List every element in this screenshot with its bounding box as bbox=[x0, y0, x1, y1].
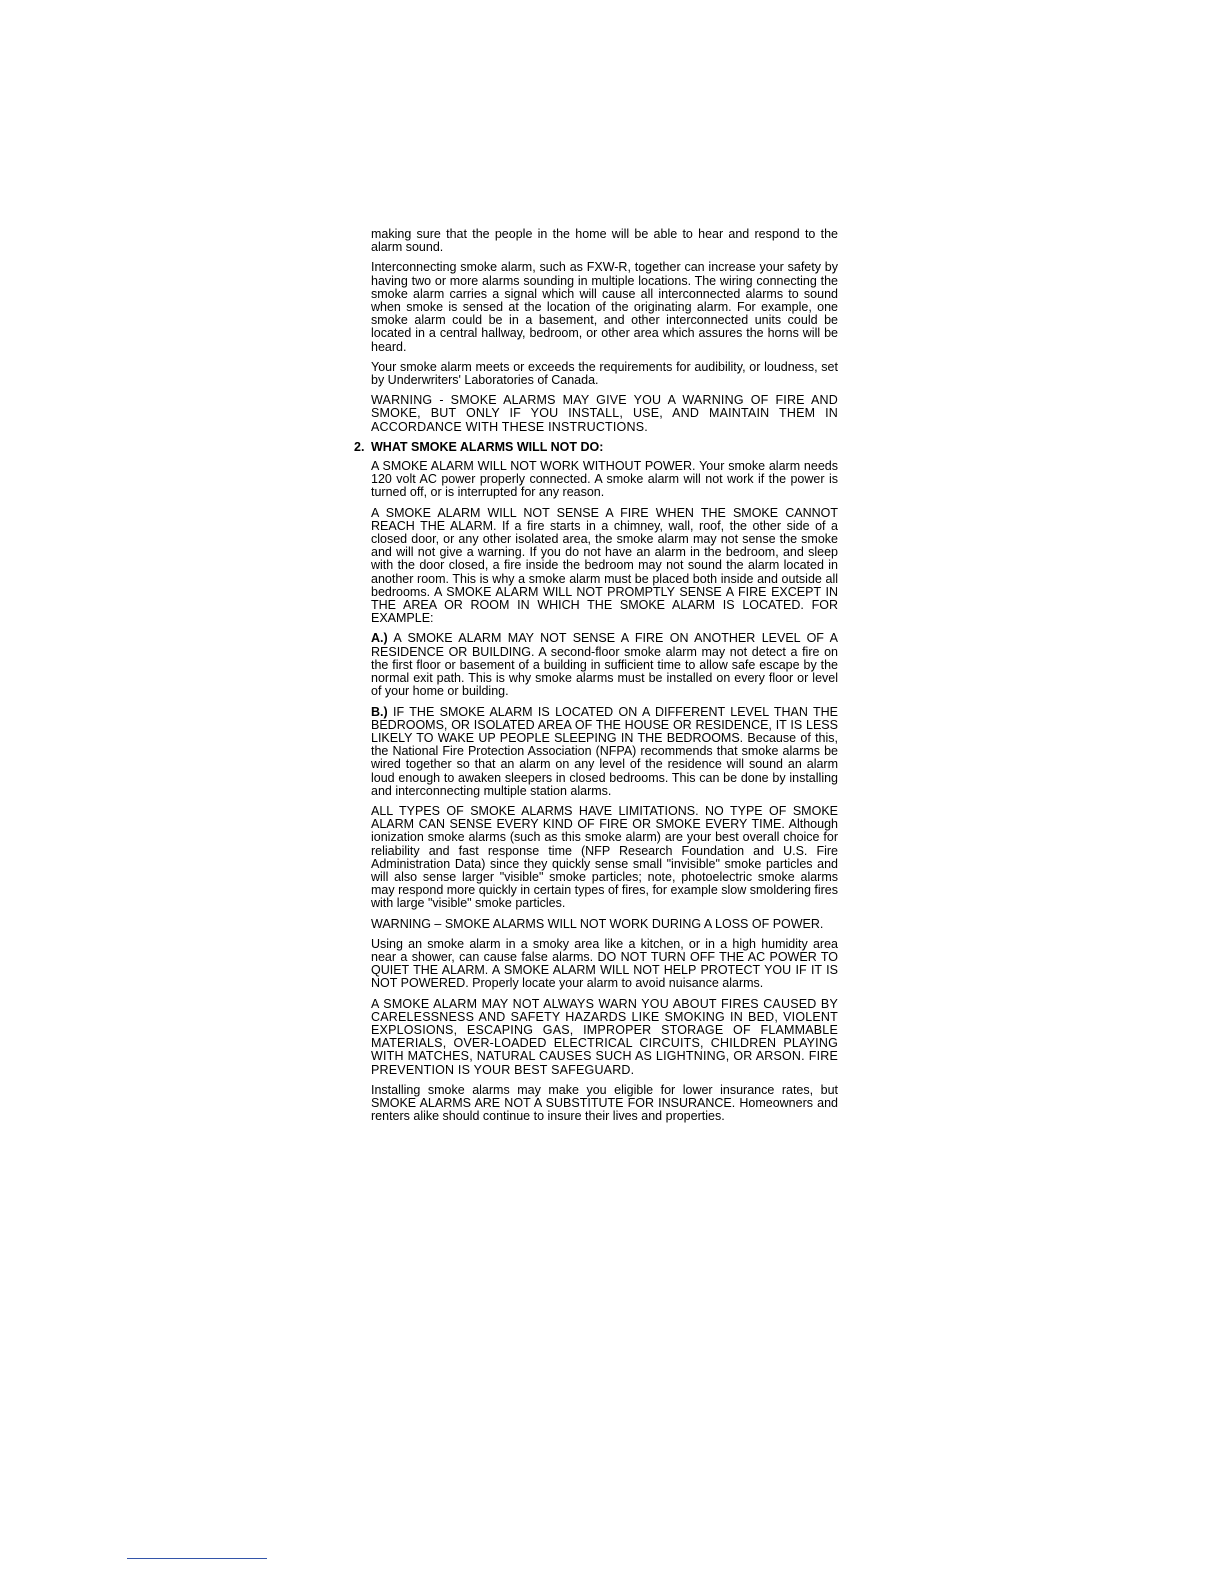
section-paragraph: A SMOKE ALARM WILL NOT WORK WITHOUT POWER. Your smoke alarm needs 120 volt AC power properly connected. A smoke alarm will not work if the power is turned off, or is interrupted for any reason. bbox=[371, 459, 838, 500]
insurance-paragraph: Installing smoke alarms may make you eligible for lower insurance rates, but SMOKE ALARMS ARE NOT A SUBSTITUTE FOR INSURANCE. Homeowners and renters alike should continue to insure their lives and properties. bbox=[371, 1082, 838, 1124]
example-a-label: A.) bbox=[371, 631, 388, 646]
intro-paragraph: Interconnecting smoke alarm, such as FXW-R, together can increase your safety by having two or more alarms sounding in multiple locations. The wiring connecting the smoke alarm carries a signal which will cause all interconnected alarms to sound when smoke is sensed at the location of the originating alarm. For example, one smoke alarm could be in a basement, and other interconnected units could be located in a central hallway, bedroom, or other area which assures the horns will be heard. bbox=[371, 260, 838, 354]
warning-paragraph: WARNING – SMOKE ALARMS WILL NOT WORK DURING A LOSS OF POWER. bbox=[371, 916, 824, 931]
example-a-paragraph bbox=[371, 632, 838, 698]
document-column bbox=[354, 227, 838, 1130]
hazards-paragraph: A SMOKE ALARM MAY NOT ALWAYS WARN YOU ABOUT FIRES CAUSED BY CARELESSNESS AND SAFETY HAZARDS LIKE SMOKING IN BED, VIOLENT EXPLOSIONS, ESCAPING GAS, IMPROPER STORAGE OF FLAMMABLE MATERIALS, OVER-LOADED ELECTRICAL CIRCUITS, CHILDREN PLAYING WITH MATCHES, NATURAL CAUSES SUCH AS LIGHTNING, OR ARSON. FIRE PREVENTION IS YOUR BEST SAFEGUARD. bbox=[371, 996, 838, 1077]
section-number: 2. bbox=[354, 439, 365, 454]
example-a-text: A SMOKE ALARM MAY NOT SENSE A FIRE ON ANOTHER LEVEL OF A RESIDENCE OR BUILDING. A second-floor smoke alarm may not detect a fire on the first floor or basement of a building in sufficient time to allow safe escape by the normal exit path. This is why smoke alarms must be installed on every floor or level of your home or building. bbox=[371, 631, 838, 699]
example-b-label: B.) bbox=[371, 704, 388, 719]
limitations-paragraph: ALL TYPES OF SMOKE ALARMS HAVE LIMITATIONS. NO TYPE OF SMOKE ALARM CAN SENSE EVERY KIND OF FIRE OR SMOKE EVERY TIME. Although ionization smoke alarms (such as this smoke alarm) are your best overall choice for reliability and fast response time (NFP Research Foundation and U.S. Fire Administration Data) since they quickly sense small "invisible" smoke particles and will also sense larger "visible" smoke particles; note, photoelectric smoke alarms may respond more quickly in certain types of fires, for example slow smoldering fires with large "visible" smoke particles. bbox=[371, 803, 838, 911]
warning-paragraph: WARNING - SMOKE ALARMS MAY GIVE YOU A WARNING OF FIRE AND SMOKE, BUT ONLY IF YOU INSTALL, USE, AND MAINTAIN THEM IN ACCORDANCE WITH THESE INSTRUCTIONS. bbox=[371, 393, 838, 434]
intro-paragraph: Your smoke alarm meets or exceeds the requirements for audibility, or loudness, set by Underwriters' Laboratories of Canada. bbox=[371, 359, 838, 388]
footnote-divider bbox=[127, 1558, 267, 1559]
example-b-text: IF THE SMOKE ALARM IS LOCATED ON A DIFFERENT LEVEL THAN THE BEDROOMS, OR ISOLATED AREA OF THE HOUSE OR RESIDENCE, IT IS LESS LIKELY TO WAKE UP PEOPLE SLEEPING IN THE BEDROOMS. Because of this, the National Fire Protection Association (NFPA) recommends that smoke alarms be wired together so that an alarm on any level of the residence will sound an alarm loud enough to awaken sleepers in closed bedrooms. This can be done by installing and interconnecting multiple station alarms. bbox=[371, 704, 838, 798]
intro-paragraph: making sure that the people in the home will be able to hear and respond to the alarm sound. bbox=[371, 227, 838, 255]
example-b-paragraph bbox=[371, 706, 838, 798]
section-heading bbox=[354, 439, 838, 454]
nuisance-alarm-paragraph: Using an smoke alarm in a smoky area like a kitchen, or in a high humidity area near a shower, can cause false alarms. DO NOT TURN OFF THE AC POWER TO QUIET THE ALARM. A SMOKE ALARM WILL NOT HELP PROTECT YOU IF IT IS NOT POWERED. Properly locate your alarm to avoid nuisance alarms. bbox=[371, 936, 838, 991]
section-paragraph: A SMOKE ALARM WILL NOT SENSE A FIRE WHEN THE SMOKE CANNOT REACH THE ALARM. If a fire starts in a chimney, wall, roof, the other side of a closed door, or any other isolated area, the smoke alarm may not sense the smoke and will not give a warning. If you do not have an alarm in the bedroom, and sleep with the door closed, a fire inside the bedroom may not sound the alarm located in another room. This is why a smoke alarm must be placed both inside and outside all bedrooms. A SMOKE ALARM WILL NOT PROMPTLY SENSE A FIRE EXCEPT IN THE AREA OR ROOM IN WHICH THE SMOKE ALARM IS LOCATED. FOR EXAMPLE: bbox=[371, 505, 838, 626]
section-title: WHAT SMOKE ALARMS WILL NOT DO: bbox=[371, 439, 604, 454]
